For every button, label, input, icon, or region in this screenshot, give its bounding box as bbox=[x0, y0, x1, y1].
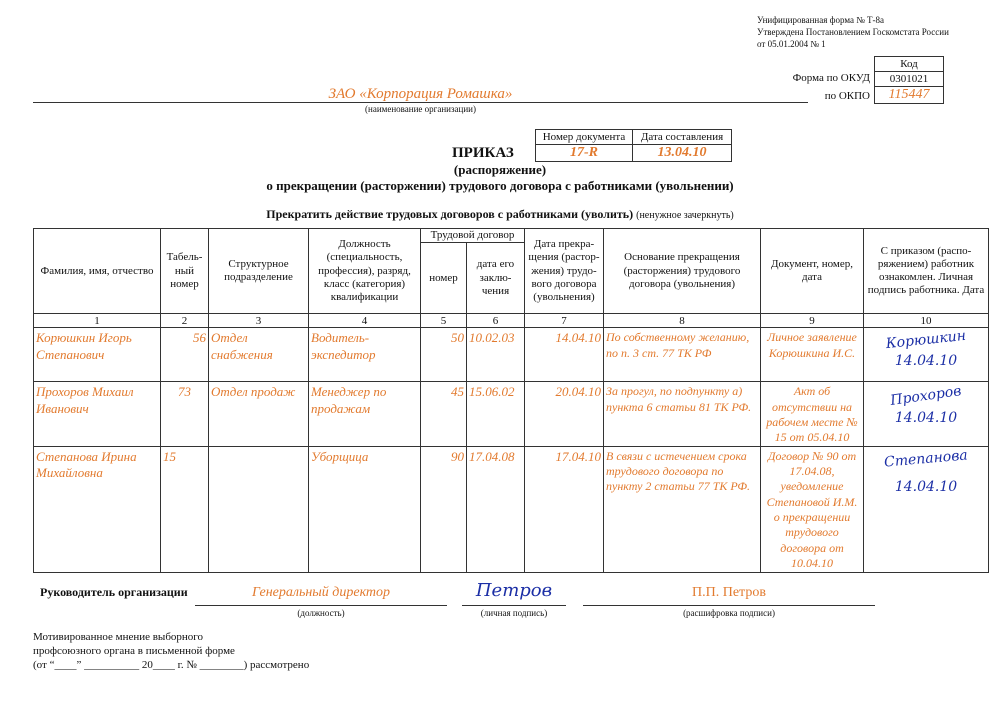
header-contract-number: номер bbox=[421, 243, 467, 314]
head-signature: Петров bbox=[475, 580, 553, 601]
termination-date: 20.04.10 bbox=[525, 382, 604, 446]
org-underline bbox=[33, 102, 808, 103]
document: Договор № 90 от 17.04.08, уведомление Степановой И.М. о прекращении трудового договора от 10.04.10 bbox=[761, 446, 864, 572]
instruction-note: (ненужное зачеркнуть) bbox=[636, 210, 734, 221]
table-row bbox=[34, 328, 989, 382]
header-contract-date: дата его заклю- чения bbox=[467, 243, 525, 314]
union-opinion bbox=[33, 630, 309, 672]
position-caption: (должность) bbox=[297, 608, 345, 618]
signature-date: 14.04.10 bbox=[894, 478, 958, 495]
employee-signature: Корюшкин bbox=[885, 328, 967, 353]
contract-date: 15.06.02 bbox=[467, 382, 525, 446]
termination-date: 14.04.10 bbox=[525, 328, 604, 382]
organization-caption: (наименование организации) bbox=[365, 104, 476, 114]
head-position: Генеральный директор bbox=[251, 585, 391, 600]
column-number: 10 bbox=[864, 314, 989, 328]
doc-number-box bbox=[535, 129, 732, 162]
tab-number: 56 bbox=[161, 328, 209, 382]
column-number: 7 bbox=[525, 314, 604, 328]
header-reason: Основание прекращения (расторжения) трудового договора (увольнения) bbox=[604, 229, 761, 314]
tab-number: 73 bbox=[161, 382, 209, 446]
head-name: П.П. Петров bbox=[692, 585, 766, 600]
column-number: 5 bbox=[421, 314, 467, 328]
contract-number: 45 bbox=[421, 382, 467, 446]
department bbox=[209, 446, 309, 572]
header-tab-number: Табель- ный номер bbox=[161, 229, 209, 314]
column-numbers-row bbox=[34, 314, 989, 328]
table-row bbox=[34, 382, 989, 446]
code-box bbox=[874, 56, 944, 104]
employee-name: Степанова Ирина Михайловна bbox=[34, 446, 161, 572]
column-number: 6 bbox=[467, 314, 525, 328]
union-line: профсоюзного органа в письменной форме bbox=[33, 645, 235, 657]
name-caption: (расшифровка подписи) bbox=[683, 608, 775, 618]
doc-date-label: Дата составления bbox=[633, 130, 732, 145]
acknowledgement bbox=[864, 446, 989, 572]
signature-date: 14.04.10 bbox=[894, 353, 958, 370]
acknowledgement bbox=[864, 328, 989, 382]
termination-date: 17.04.10 bbox=[525, 446, 604, 572]
position: Менеджер по продажам bbox=[309, 382, 421, 446]
header-position: Должность (специальность, профессия), разряд, класс (категория) квалификации bbox=[309, 229, 421, 314]
okpo-label: по ОКПО bbox=[824, 90, 870, 102]
employee-signature: Прохоров bbox=[889, 383, 963, 410]
column-number: 3 bbox=[209, 314, 309, 328]
table-row bbox=[34, 446, 989, 572]
organization-name: ЗАО «Корпорация Ромашка» bbox=[328, 86, 513, 102]
header-department: Структурное подразделение bbox=[209, 229, 309, 314]
order-subtitle: (распоряжение) bbox=[453, 162, 547, 177]
header-acknowledgement: С приказом (распо- ряжением) работник ознакомлен. Личная подпись работника. Дата bbox=[864, 229, 989, 314]
employee-name: Корюшкин Игорь Степанович bbox=[34, 328, 161, 382]
instruction-line bbox=[0, 207, 1000, 222]
contract-number: 50 bbox=[421, 328, 467, 382]
column-number: 9 bbox=[761, 314, 864, 328]
order-title: ПРИКАЗ bbox=[452, 145, 514, 161]
contract-date: 10.02.03 bbox=[467, 328, 525, 382]
kod-label: Код bbox=[875, 57, 944, 72]
doc-number-label: Номер документа bbox=[536, 130, 633, 145]
form-reference bbox=[757, 14, 949, 50]
contract-date: 17.04.08 bbox=[467, 446, 525, 572]
document: Личное заявление Корюшкина И.С. bbox=[761, 328, 864, 382]
employee-signature: Степанова bbox=[883, 447, 969, 471]
document: Акт об отсутствии на рабочем месте № 15 от 05.04.10 bbox=[761, 382, 864, 446]
tab-number: 15 bbox=[161, 446, 209, 572]
head-label: Руководитель организации bbox=[40, 585, 188, 599]
reason: В связи с истечением срока трудового договора по пункту 2 статьи 77 ТК РФ. bbox=[604, 446, 761, 572]
header-termination-date: Дата прекра- щения (растор- жения) трудо- вого договора (увольнения) bbox=[525, 229, 604, 314]
signature-line bbox=[462, 605, 566, 606]
form-line: Утверждена Постановлением Госкомстата России bbox=[757, 27, 949, 37]
instruction-text: Прекратить действие трудовых договоров с работниками (уволить) bbox=[266, 207, 634, 221]
okud-value: 0301021 bbox=[875, 72, 944, 87]
header-document: Документ, номер, дата bbox=[761, 229, 864, 314]
doc-date-value: 13.04.10 bbox=[633, 145, 732, 162]
form-line: от 05.01.2004 № 1 bbox=[757, 39, 826, 49]
signature-date: 14.04.10 bbox=[894, 410, 958, 427]
union-line: (от “____” __________ 20____ г. № ________) рассмотрено bbox=[33, 659, 310, 671]
department: Отдел продаж bbox=[209, 382, 309, 446]
column-number: 2 bbox=[161, 314, 209, 328]
form-line: Унифицированная форма № Т-8а bbox=[757, 15, 885, 25]
header-contract: Трудовой договор bbox=[421, 229, 525, 243]
position: Уборщица bbox=[309, 446, 421, 572]
employees-table bbox=[33, 228, 989, 573]
header-name: Фамилия, имя, отчество bbox=[34, 229, 161, 314]
okud-label: Форма по ОКУД bbox=[792, 72, 870, 84]
signature-caption: (личная подпись) bbox=[480, 608, 548, 618]
union-line: Мотивированное мнение выборного bbox=[33, 631, 204, 643]
okpo-value: 115447 bbox=[875, 87, 944, 104]
position: Водитель-экспедитор bbox=[309, 328, 421, 382]
column-number: 8 bbox=[604, 314, 761, 328]
contract-number: 90 bbox=[421, 446, 467, 572]
name-line bbox=[583, 605, 875, 606]
order-subject: о прекращении (расторжении) трудового договора с работниками (увольнении) bbox=[266, 178, 734, 193]
reason: За прогул, по подпункту а) пункта 6 статьи 81 ТК РФ. bbox=[604, 382, 761, 446]
column-number: 4 bbox=[309, 314, 421, 328]
reason: По собственному желанию, по п. 3 ст. 77 ТК РФ bbox=[604, 328, 761, 382]
position-line bbox=[195, 605, 447, 606]
employee-name: Прохоров Михаил Иванович bbox=[34, 382, 161, 446]
acknowledgement bbox=[864, 382, 989, 446]
department: Отдел снабжения bbox=[209, 328, 309, 382]
column-number: 1 bbox=[34, 314, 161, 328]
doc-number-value: 17-R bbox=[536, 145, 633, 162]
